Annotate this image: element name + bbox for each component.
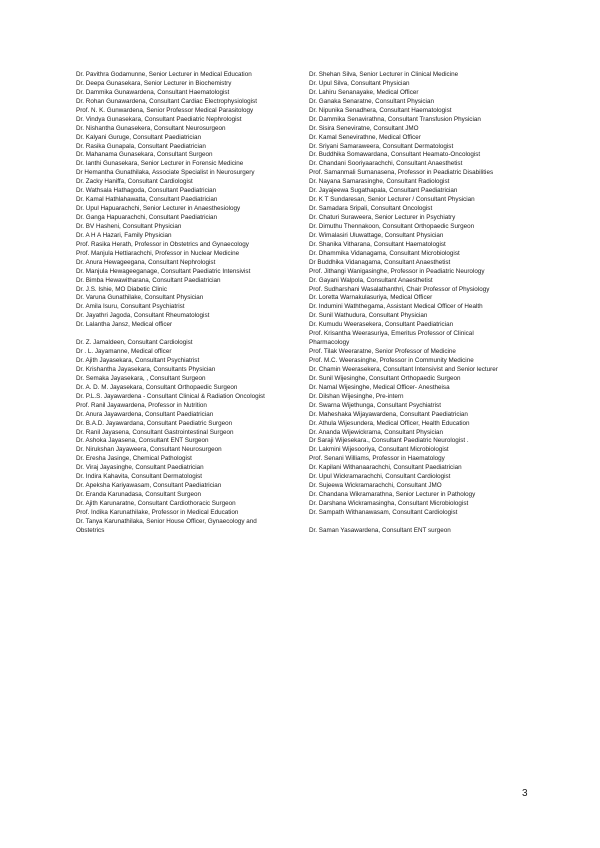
name-entry: Prof. Manjula Hettiarachchi, Professor in Nuclear Medicine [76,249,240,257]
name-entry: Dr. Sunil Wathudura, Consultant Physician [309,312,428,320]
name-entry: Dr. Kapilani Withanaarachchi, Consultant Paediatrician [309,464,462,472]
name-entry: Dr. Gayani Walpola, Consultant Anaesthetist [309,276,433,284]
name-entry: Dr. Wathsala Hathagoda, Consultant Paediatrician [76,187,217,195]
name-entry: Dr. Dammika Gunawardena, Consultant Haematologist [76,88,230,96]
name-entry: Dr. Krishantha Jayasekara, Consultants Physician [76,365,216,373]
name-entry: Dr. Sampath Withanawasam, Consultant Cardiologist [309,508,458,516]
name-entry: Dr. Chaturi Suraweera, Senior Lecturer in Psychiatry [309,214,456,221]
name-entry: Dr. Chamin Weerasekera, Consultant Intensivist and Senior lecturer [309,365,498,373]
name-entry: Dr. Nirukshan Jayaweera, Consultant Neurosurgeon [76,446,222,454]
name-entry: Dr. Ajith Jayasekara, Consultant Psychiatrist [76,357,200,364]
name-entry: Dr. Amila Isuru, Consultant Psychiatrist [76,303,185,311]
name-entry: Dr. Maheshaka Wijayawardena, Consultant Paediatrician [309,410,468,418]
name-entry: Dr. Nayana Samarasinghe, Consultant Radiologist [309,178,450,186]
name-entry: Dr. Kamal Senevirathne, Medical Officer [309,133,421,141]
name-entry: Dr. Upul Silva, Consultant Physician [309,79,410,87]
name-entry: Dr. Shehan Silva, Senior Lecturer in Clinical Medicine [309,71,459,78]
name-entry: Dr. Jayathri Jagoda, Consultant Rheumatologist [76,312,210,320]
name-entry: Prof. Krisantha Weerasuriya, Emeritus Professor of Clinical [309,330,474,338]
name-entry: Prof. Senani Williams, Professor in Haematology [309,455,445,463]
name-entry: Dr. Ashoka Jayasena, Consultant ENT Surgeon [76,437,209,445]
name-entry: Dr. Dimuthu Thennakoon, Consultant Orthopaedic Surgeon [309,222,475,230]
name-entry: Prof. Jithangi Wanigasinghe, Professor in Peadiatric Neurology [309,267,485,275]
name-entry: Prof. Samanmali Sumanasena, Professor in Peadiatric Disabilities [309,169,494,177]
name-entry: Dr Buddhika Vidanagama, Consultant Anaesthetist [309,258,451,266]
name-entry: Dr. Jayajeewa Sugathapala, Consultant Paediatrician [309,187,458,195]
name-entry: Dr. K T Sundaresan, Senior Lecturer / Consultant Physician [309,196,475,204]
name-entry: Dr. Dammika Senavirathna, Consultant Transfusion Physician [309,115,481,123]
name-entry: Dr. Rasika Gunapala, Consultant Paediatrician [76,142,206,150]
name-entry: Prof. N. K. Gunwardena, Senior Professor Medical Parasitology [76,106,254,114]
name-entry: Dr. Lahiru Senanayake, Medical Officer [309,88,419,96]
name-entry: Dr Saraji Wijesekara., Consultant Paediatric Neurologist . [309,437,469,445]
name-entry: Prof. Sudharshani Wasalathanthri, Chair Professor of Physiology [309,285,490,293]
name-entry: Dr Hemantha Gunathilaka, Associate Specialist in Neurosurgery [76,169,255,177]
name-entry: Dr. Loretta Warnakulasuriya, Medical Officer [309,294,433,302]
name-entry: Dr. Ranil Jayasena, Consultant Gastrointestinal Surgeon [76,428,234,436]
name-entry: Dr. Semaka Jayasekara, , Consultant Surgeon [76,374,206,382]
name-entry: Dr. Dilshan Wijesinghe, Pre-intern [309,392,404,400]
name-entry: Dr. Ianthi Gunasekara, Senior Lecturer in Forensic Medicine [76,160,244,168]
name-entry: Dr. Viraj Jayasinghe, Consultant Paediatrician [76,464,204,472]
name-entry: Dr. Tanya Karunathilaka, Senior House Officer, Gynaecology and [76,517,257,525]
name-entry: Dr. J.S. Ishie, MO Diabetic Clinic [76,285,167,293]
name-entry: Dr. Pavithra Godamunne, Senior Lecturer in Medical Education [76,71,252,78]
name-entry [76,330,304,339]
name-entry: Dr. Sisira Seneviratne, Consultant JMO [309,124,419,132]
page-number: 3 [522,788,528,799]
name-entry: Dr. Dhammika Vidanagama, Consultant Microbiologist [309,249,460,257]
name-entry: Dr. Lalantha Jansz, Medical officer [76,321,173,329]
left-column [76,71,304,536]
name-entry: Dr. Eranda Karunadasa, Consultant Surgeon [76,491,201,499]
name-entry: Dr. Athula Wijesundera, Medical Officer, Health Education [309,419,470,427]
name-entry: Dr. Nipunika Senadhera, Consultant Haematologist [309,106,452,114]
name-entry: Dr. Deepa Gunasekara, Senior Lecturer in Biochemistry [76,79,232,87]
name-entry: Dr. Darshana Wickramasingha, Consultant Microbiologist [309,500,469,507]
name-entry: Prof. Indika Karunathilake, Professor in Medical Education [76,508,239,516]
name-entry: Dr. Rohan Gunawardena, Consultant Cardiac Electrophysiologist [76,97,257,105]
name-entry: Dr. Ajith Karunaratne, Consultant Cardiothoracic Surgeon [76,500,236,507]
name-entry: Dr. Upul Hapuarachchi, Senior Lecturer in Anaesthesiology [76,205,241,213]
name-entry: Dr. Sriyani Samaraweera, Consultant Dermatologist [309,142,454,150]
name-entry: Dr. Chandani Sooriyaarachchi, Consultant Anaesthetist [309,160,463,168]
name-entry: Dr. Ganga Hapuarachchi, Consultant Paediatrician [76,214,218,221]
name-entry: Dr. Sunil Wijesinghe, Consultant Orthopaedic Surgeon [309,374,461,382]
name-entry: Dr. Kumudu Weerasekera, Consultant Paediatrician [309,321,454,329]
right-column [309,71,549,536]
name-entry: Dr. Namal Wijesinghe, Medical Officer- Anestheisa [309,383,450,391]
name-entry: Dr. Anura Jayawardena, Consultant Paediatrician [76,410,214,418]
name-entry: Dr. Shanika Vitharana, Consultant Haematologist [309,240,446,248]
name-entry: Dr. Mahanama Gunasekara, Consultant Surgeon [76,151,213,159]
name-entry: Dr. Indira Kahavita, Consultant Dermatologist [76,473,202,481]
name-entry: Dr. Kamal Hathlahawatta, Consultant Paediatrician [76,196,218,204]
name-entry: Dr. Indumini Waththegama, Assistant Medical Officer of Health [309,303,483,311]
name-entry: Pharmacology [309,339,350,347]
name-entry: Dr. Varuna Gunathilake, Consultant Physician [76,294,204,302]
name-entry: Dr. P.L.S. Jayawardena - Consultant Clinical & Radiation Oncologist [76,392,265,400]
name-entry: Dr. BV Hasheni, Consultant Physician [76,222,182,230]
name-entry: Dr. Z. Jamaldeen, Consultant Cardiologist [76,339,193,347]
name-entry: Obstetrics [76,526,105,534]
name-entry: Dr. Sujeewa Wickramarachchi, Consultant JMO [309,482,442,490]
name-entry: Dr. Upul Wickramarachchi, Consultant Cardiologist [309,473,451,481]
name-entry: Dr. Ganaka Senaratne, Consultant Physician [309,97,434,105]
name-entry: Dr. Saman Yasawardena, Consultant ENT surgeon [309,526,451,534]
name-entry: Dr. A H A Hazari, Family Physician [76,231,172,239]
name-entry: Dr. Ananda Wijewickrama, Consultant Physician [309,428,444,436]
name-entry: Dr. Swarna Wijethunga, Consultant Psychiatrist [309,401,441,409]
name-entry: Dr. Anura Hewageegana, Consultant Nephrologist [76,258,216,266]
name-entry: Dr. A. D. M. Jayasekara, Consultant Orthopaedic Surgeon [76,383,238,391]
name-entry: Dr . L. Jayamanne, Medical officer [76,348,172,356]
name-entry: Prof. M.C. Weerasinghe, Professor in Community Medicine [309,357,474,364]
name-entry: Dr. Zacky Haniffa, Consultant Cardiologist [76,178,193,186]
name-entry: Dr. Vindya Gunasekara, Consultant Paediatric Nephrologist [76,115,242,123]
name-entry: Dr. Chandana Wikramarathna, Senior Lecturer in Pathology [309,491,476,499]
name-entry: Dr. Kalyani Guruge, Consultant Paediatrician [76,133,201,141]
name-entry: Dr. Lakmini Wijesooriya, Consultant Microbiologist [309,446,449,454]
name-entry: Dr. Buddhika Somawardana, Consultant Heamato-Oncologist [309,151,481,159]
name-entry: Prof. Rasika Herath, Professor in Obstetrics and Gynaecology [76,240,249,248]
name-entry: Prof. Ranil Jayawardena, Professor in Nutrition [76,401,207,409]
name-entry: Prof. Tilak Weeraratne, Senior Professor of Medicine [309,348,456,356]
name-entry: Dr. Wimalasiri Uluwattage, Consultant Physician [309,231,444,239]
name-entry: Dr. Nishantha Gunasekera, Consultant Neurosurgeon [76,124,226,132]
name-entry: Dr. Eresha Jasinge, Chemical Pathologist [76,455,192,463]
name-entry: Dr. Manjula Hewageeganage, Consultant Paediatric Intensivist [76,267,251,275]
name-entry: Dr. Apeksha Kariyawasam, Consultant Paediatrician [76,482,222,490]
name-entry: Dr. Samadara Sripali, Consultant Oncologist [309,205,433,213]
name-entry: Dr. Bimba Hewawitharana, Consultant Paediatrician [76,276,221,284]
name-entry: Dr. B.A.D. Jayawardana, Consultant Paediatric Surgeon [76,419,233,427]
name-entry [309,518,549,527]
